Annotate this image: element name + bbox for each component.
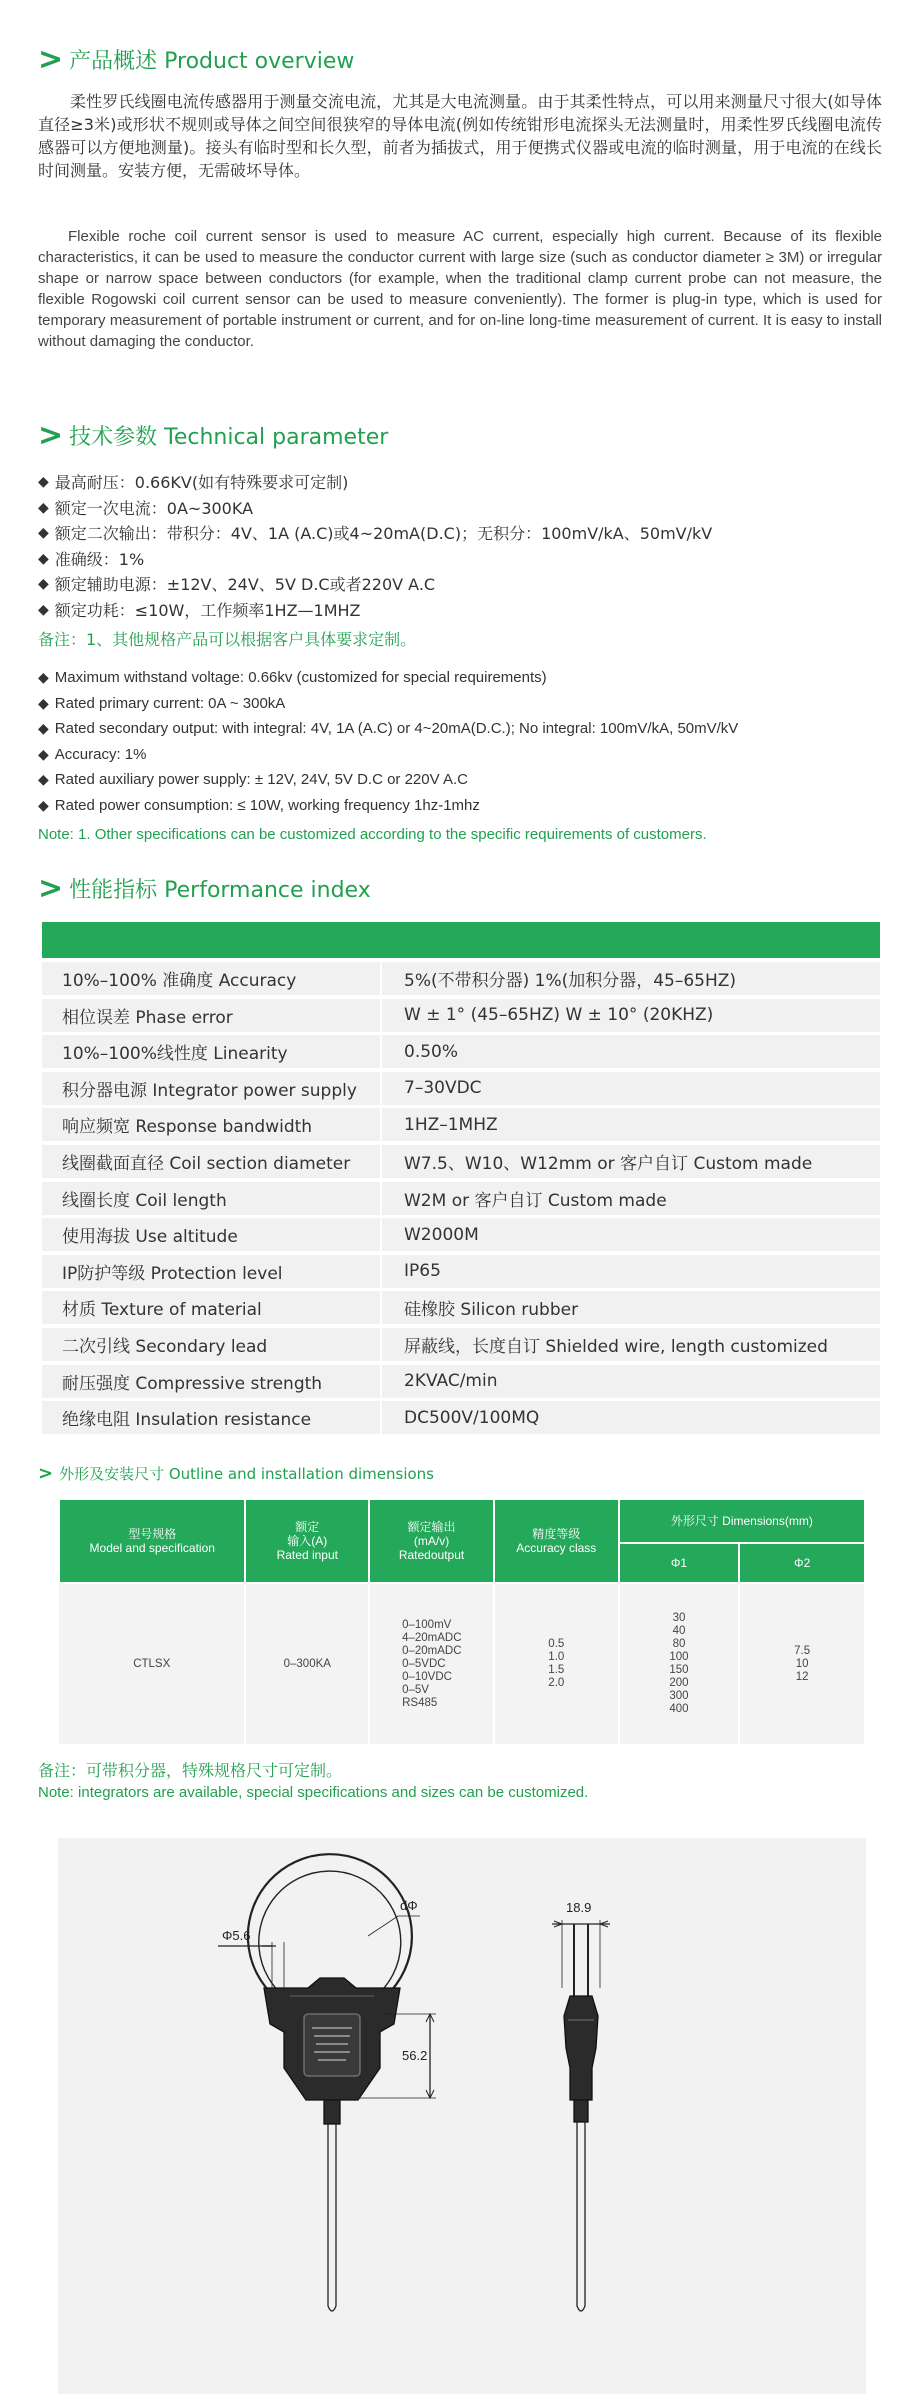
d-phi-label: dΦ <box>400 1898 418 1913</box>
parameter-value: 2KVAC/min <box>380 1365 880 1398</box>
class-list <box>496 1638 617 1690</box>
performance-title: 性能指标 Performance index <box>69 878 371 903</box>
parameter-value: W2M or 客户自订 Custom made <box>380 1182 880 1215</box>
performance-heading <box>38 870 371 906</box>
phi1-list <box>621 1612 738 1716</box>
width-label: 18.9 <box>566 1900 592 1915</box>
output-item: 0–5V <box>402 1683 429 1696</box>
phi1-item: 80 <box>672 1638 686 1650</box>
table-row <box>42 1255 880 1288</box>
input-header-cn2: 输入(A) <box>287 1534 328 1548</box>
parameter-name: 二次引线 Secondary lead <box>62 1336 268 1357</box>
table-row <box>42 1145 880 1178</box>
list-item-text: 额定辅助电源：±12V、24V、5V D.C或者220V A.C <box>54 575 436 594</box>
input-header-cn: 额定 <box>295 1520 320 1534</box>
table-row <box>42 1182 880 1215</box>
parameter-value: DC500V/100MQ <box>380 1401 880 1434</box>
output-header-unit: (mA/v) <box>413 1534 450 1548</box>
parameter-name: 10%–100% 准确度 Accuracy <box>62 971 297 991</box>
list-item-text: 额定功耗：≤10W，工作频率1HZ—1MHZ <box>54 600 361 620</box>
table-row <box>59 1583 865 1744</box>
list-item-text: 额定一次电流：0A~300KA <box>54 498 254 518</box>
side-view <box>552 1900 610 2311</box>
parameter-value: 屏蔽线，长度自订 Shielded wire, length customized <box>380 1328 880 1361</box>
chevron-right-icon: > <box>38 417 64 453</box>
phi1-item: 200 <box>669 1677 689 1689</box>
phi1-item: 400 <box>669 1703 689 1715</box>
class-header <box>494 1499 619 1583</box>
phi2-cell <box>739 1583 865 1744</box>
list-item <box>38 521 898 547</box>
technical-note-cn: 备注：1、其他规格产品可以根据客户具体要求定制。 <box>38 630 417 649</box>
overview-paragraph-en: Flexible roche coil current sensor is used to measure AC current, especially high current. Because of its flexible characteristics, it can be used to measure the conductor current with large size (such as conductor diameter ≥ 3M) or irregular shape or narrow space between conductors (for example, when the traditional clamp current probe can not measure, the flexible Rogowski coil current sensor can be used to measure conveniently). The former is plug-in type, which is used for temporary measurement of portable instrument or current, and for on-line long-time measurement of current. It is easy to install without damaging the conductor. <box>38 228 882 350</box>
output-item: RS485 <box>402 1696 438 1709</box>
table-row <box>42 1291 880 1324</box>
parameter-name: 线圈截面直径 Coil section diameter <box>62 1153 351 1174</box>
list-item <box>38 572 898 598</box>
output-header <box>369 1499 494 1583</box>
parameter-name: 响应频宽 Response bandwidth <box>62 1117 313 1138</box>
parameter-value: W7.5、W10、W12mm or 客户自订 Custom made <box>380 1145 880 1178</box>
output-header-cn: 额定输出 <box>407 1520 456 1534</box>
output-cell <box>369 1583 494 1744</box>
parameter-value: 5%(不带积分器) 1%(加积分器，45–65HZ) <box>380 962 880 995</box>
list-item-text: 额定二次输出：带积分：4V、1A (A.C)或4~20mA(D.C)；无积分：100mV/kA、50mV/kV <box>54 524 713 543</box>
list-item <box>38 470 898 496</box>
output-item: 0–20mADC <box>402 1644 462 1657</box>
model-header <box>59 1499 245 1583</box>
list-item <box>38 547 898 573</box>
chevron-right-icon: > <box>38 1463 54 1484</box>
parameter-value: IP65 <box>380 1255 880 1288</box>
list-item <box>38 742 898 768</box>
sensor-drawing-svg <box>58 1838 866 2394</box>
class-header-en: Accuracy class <box>516 1541 597 1555</box>
parameter-value: W2000M <box>380 1218 880 1251</box>
parameter-name: 耐压强度 Compressive strength <box>62 1373 323 1394</box>
phi1-item: 300 <box>669 1690 689 1702</box>
diamond-bullet-icon: ◆ <box>38 499 49 516</box>
overview-paragraph-cn: 柔性罗氏线圈电流传感器用于测量交流电流，尤其是大电流测量。由于其柔性特点，可以用来测量尺寸很大(如导体直径≥3米)或形状不规则或导体之间空间很狭窄的导体电流(例如传统钳形电流探头无法测量时，用柔性罗氏线圈电流传感器可以方便地测量)。接头有临时型和长久型，前者为插拔式，用于便携式仪器或电流的临时测量，用于电流的在线长时间测量。安装方便，无需破坏导体。 <box>38 92 882 180</box>
phi1-item: 30 <box>672 1612 686 1624</box>
class-item: 1.5 <box>548 1664 565 1676</box>
output-header-en: Ratedoutput <box>398 1548 465 1562</box>
phi1-cell <box>619 1583 740 1744</box>
phi1-header: Φ1 <box>619 1543 740 1583</box>
table-row <box>42 1035 880 1068</box>
technical-note-en: Note: 1. Other specifications can be customized according to the specific requirements of customers. <box>38 826 707 843</box>
parameter-name: 使用海拔 Use altitude <box>62 1227 238 1248</box>
technical-list-en <box>38 665 898 818</box>
parameter-name: 绝缘电阻 Insulation resistance <box>62 1410 312 1431</box>
table-row <box>42 1401 880 1434</box>
parameter-name: 10%–100%线性度 Linearity <box>62 1044 288 1065</box>
list-item <box>38 767 898 793</box>
dimensions-heading <box>38 1463 434 1484</box>
diamond-bullet-icon: ◆ <box>38 669 49 685</box>
diamond-bullet-icon: ◆ <box>38 720 49 736</box>
phi-label: Φ5.6 <box>222 1928 251 1943</box>
table-row <box>42 1328 880 1361</box>
technical-title: 技术参数 Technical parameter <box>69 425 389 450</box>
parameter-name: 材质 Texture of material <box>62 1300 262 1321</box>
list-item-text: Maximum withstand voltage: 0.66kv (customized for special requirements) <box>54 669 547 686</box>
diamond-bullet-icon: ◆ <box>38 771 49 787</box>
diamond-bullet-icon: ◆ <box>38 576 49 592</box>
parameter-name: 相位误差 Phase error <box>62 1007 233 1028</box>
input-header <box>245 1499 369 1583</box>
technical-list-cn <box>38 470 898 623</box>
diamond-bullet-icon: ◆ <box>38 474 49 490</box>
front-view <box>218 1854 436 2311</box>
diamond-bullet-icon: ◆ <box>38 601 49 618</box>
class-item: 2.0 <box>548 1677 565 1689</box>
list-item <box>38 665 898 691</box>
diamond-bullet-icon: ◆ <box>38 550 49 567</box>
output-item: 0–10VDC <box>402 1670 452 1683</box>
phi1-item: 40 <box>672 1625 686 1637</box>
diamond-bullet-icon: ◆ <box>38 796 49 813</box>
table-row <box>42 1108 880 1141</box>
output-list <box>402 1619 492 1710</box>
diamond-bullet-icon: ◆ <box>38 694 49 711</box>
list-item-text: Rated power consumption: ≤ 10W, working frequency 1hz-1mhz <box>54 796 480 814</box>
parameter-value: 1HZ–1MHZ <box>380 1108 880 1141</box>
parameter-value: W ± 1° (45–65HZ) W ± 10° (20KHZ) <box>380 999 880 1032</box>
dimensions-note-en: Note: integrators are available, special specifications and sizes can be customized. <box>38 1784 589 1801</box>
diamond-bullet-icon: ◆ <box>38 525 49 541</box>
dimensions-note-cn: 备注：可带积分器，特殊规格尺寸可定制。 <box>38 1761 343 1780</box>
model-cell: CTLSX <box>59 1583 245 1744</box>
class-item: 1.0 <box>548 1651 565 1663</box>
dimensions-table <box>58 1498 866 1744</box>
phi2-item: 7.5 <box>794 1644 811 1657</box>
table-row <box>42 1218 880 1251</box>
list-item <box>38 496 898 522</box>
list-item <box>38 691 898 717</box>
phi2-item: 10 <box>795 1657 809 1670</box>
input-header-en: Rated input <box>276 1548 338 1562</box>
table-row <box>42 999 880 1032</box>
class-header-cn: 精度等级 <box>532 1527 581 1541</box>
table-row <box>42 1072 880 1105</box>
dims-header: 外形尺寸 Dimensions(mm) <box>619 1499 865 1543</box>
class-cell <box>494 1583 619 1744</box>
table-row <box>42 962 880 995</box>
overview-heading <box>38 41 355 77</box>
overview-title: 产品概述 Product overview <box>69 49 355 74</box>
chevron-right-icon: > <box>38 870 64 906</box>
parameter-name: IP防护等级 Protection level <box>62 1263 283 1284</box>
parameter-name: 线圈长度 Coil length <box>62 1190 227 1211</box>
list-item-text: Accuracy: 1% <box>54 745 147 763</box>
table-row <box>42 1365 880 1398</box>
height-label: 56.2 <box>402 2048 428 2063</box>
phi2-header: Φ2 <box>739 1543 865 1583</box>
input-cell: 0–300KA <box>245 1583 369 1744</box>
model-header-cn: 型号规格 <box>128 1527 177 1541</box>
list-item <box>38 793 898 819</box>
parameter-name: 积分器电源 Integrator power supply <box>62 1080 357 1101</box>
output-item: 0–100mV <box>402 1618 452 1631</box>
list-item-text: 最高耐压：0.66KV(如有特殊要求可定制) <box>54 473 349 492</box>
list-item <box>38 598 898 624</box>
output-item: 4–20mADC <box>402 1631 462 1644</box>
diamond-bullet-icon: ◆ <box>38 745 49 762</box>
chevron-right-icon: > <box>38 41 64 77</box>
list-item <box>38 716 898 742</box>
dimensions-title: 外形及安装尺寸 Outline and installation dimensions <box>59 1465 434 1483</box>
list-item-text: 准确级：1% <box>54 549 145 569</box>
performance-table-header <box>42 922 880 958</box>
technical-heading <box>38 417 389 453</box>
list-item-text: Rated primary current: 0A ~ 300kA <box>54 694 286 712</box>
model-header-en: Model and specification <box>89 1541 215 1555</box>
performance-table <box>42 962 880 1438</box>
list-item-text: Rated auxiliary power supply: ± 12V, 24V, 5V D.C or 220V A.C <box>54 771 468 788</box>
phi2-list <box>741 1645 863 1684</box>
phi1-item: 150 <box>669 1664 689 1676</box>
list-item-text: Rated secondary output: with integral: 4V, 1A (A.C) or 4~20mA(D.C.); No integral: 100mV/kA, 50mV/kV <box>54 720 739 737</box>
technical-drawing <box>58 1838 866 2394</box>
phi1-item: 100 <box>669 1651 689 1663</box>
class-item: 0.5 <box>548 1638 565 1650</box>
parameter-value: 0.50% <box>380 1035 880 1068</box>
parameter-value: 7–30VDC <box>380 1072 880 1105</box>
output-item: 0–5VDC <box>402 1657 446 1670</box>
parameter-value: 硅橡胶 Silicon rubber <box>380 1291 880 1324</box>
phi2-item: 12 <box>795 1670 809 1683</box>
